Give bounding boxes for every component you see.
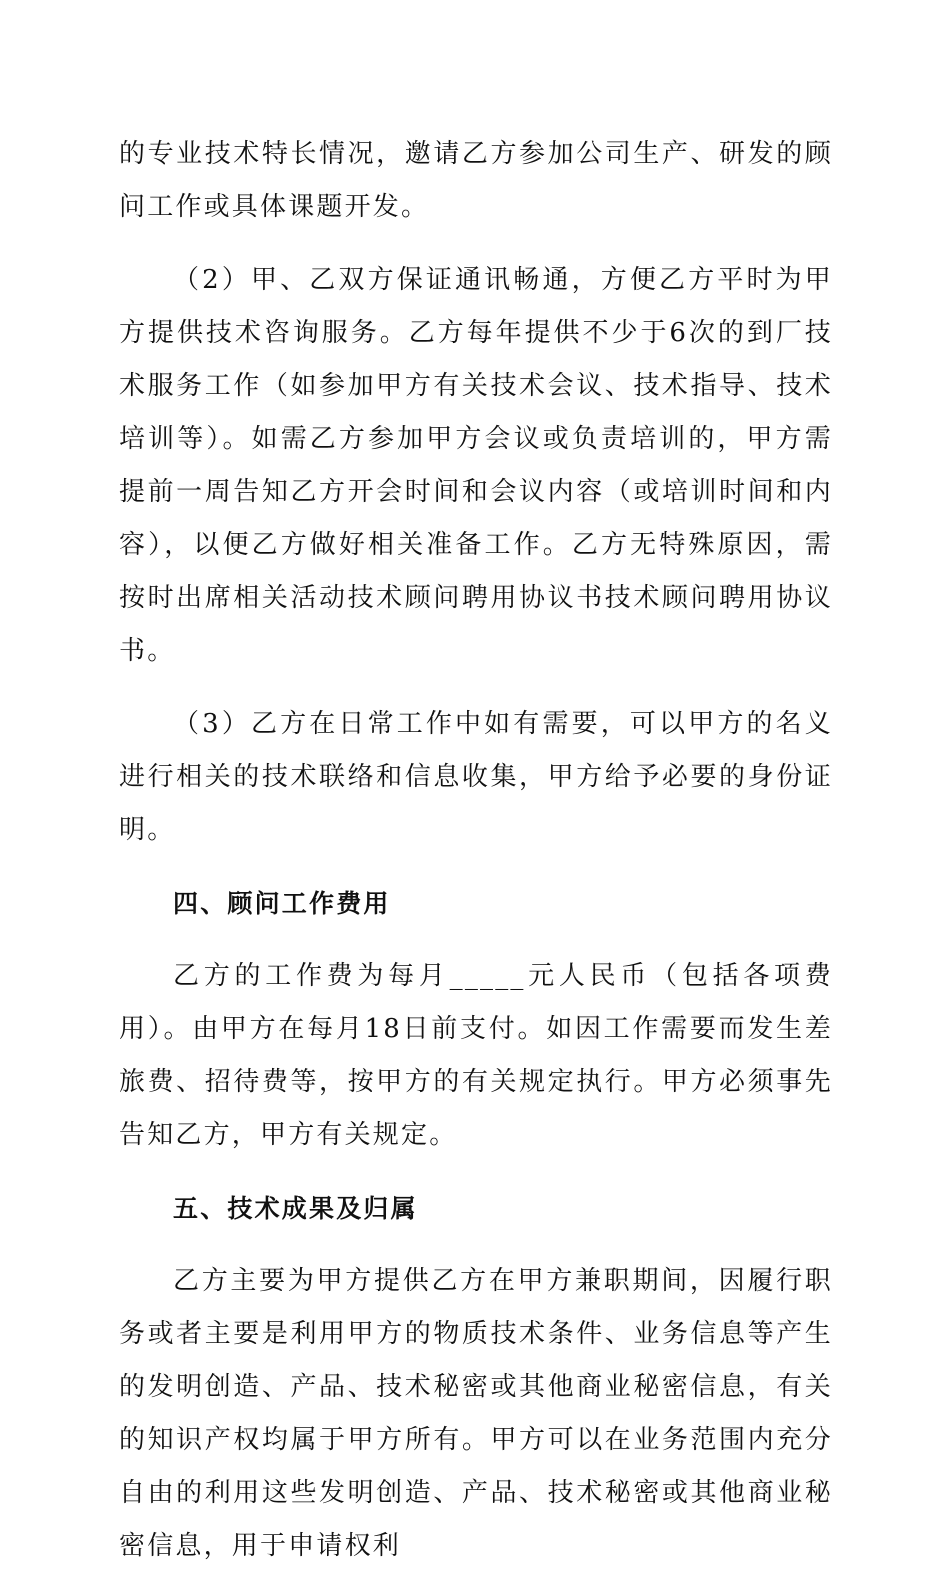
paragraph-clause-3: （3）乙方在日常工作中如有需要，可以甲方的名义进行相关的技术联络和信息收集，甲方给予必要的身份证明。 (119, 709, 833, 845)
paragraph-fees: 乙方的工作费为每月_____元人民币（包括各项费用）。由甲方在每月18日前支付。如因工作需要而发生差旅费、招待费等，按甲方的有关规定执行。甲方必须事先告知乙方，甲方有关规定。 (119, 961, 833, 1150)
document-body (119, 128, 833, 1573)
paragraph-clause-2: （2）甲、乙双方保证通讯畅通，方便乙方平时为甲方提供技术咨询服务。乙方每年提供不少于6次的到厂技术服务工作（如参加甲方有关技术会议、技术指导、技术培训等）。如需乙方参加甲方会议或负责培训的，甲方需提前一周告知乙方开会时间和会议内容（或培训时间和内容），以便乙方做好相关准备工作。乙方无特殊原因，需按时出席相关活动技术顾问聘用协议书技术顾问聘用协议书。 (119, 265, 833, 666)
paragraph-results: 乙方主要为甲方提供乙方在甲方兼职期间，因履行职务或者主要是利用甲方的物质技术条件、业务信息等产生的发明创造、产品、技术秘密或其他商业秘密信息，有关的知识产权均属于甲方所有。甲方可以在业务范围内充分自由的利用这些发明创造、产品、技术秘密或其他商业秘密信息，用于申请权利 (119, 1266, 833, 1561)
section-heading-fees: 四、顾问工作费用 (173, 889, 391, 918)
section-heading-results: 五、技术成果及归属 (173, 1194, 418, 1223)
paragraph-continuation: 的专业技术特长情况，邀请乙方参加公司生产、研发的顾问工作或具体课题开发。 (119, 139, 833, 222)
